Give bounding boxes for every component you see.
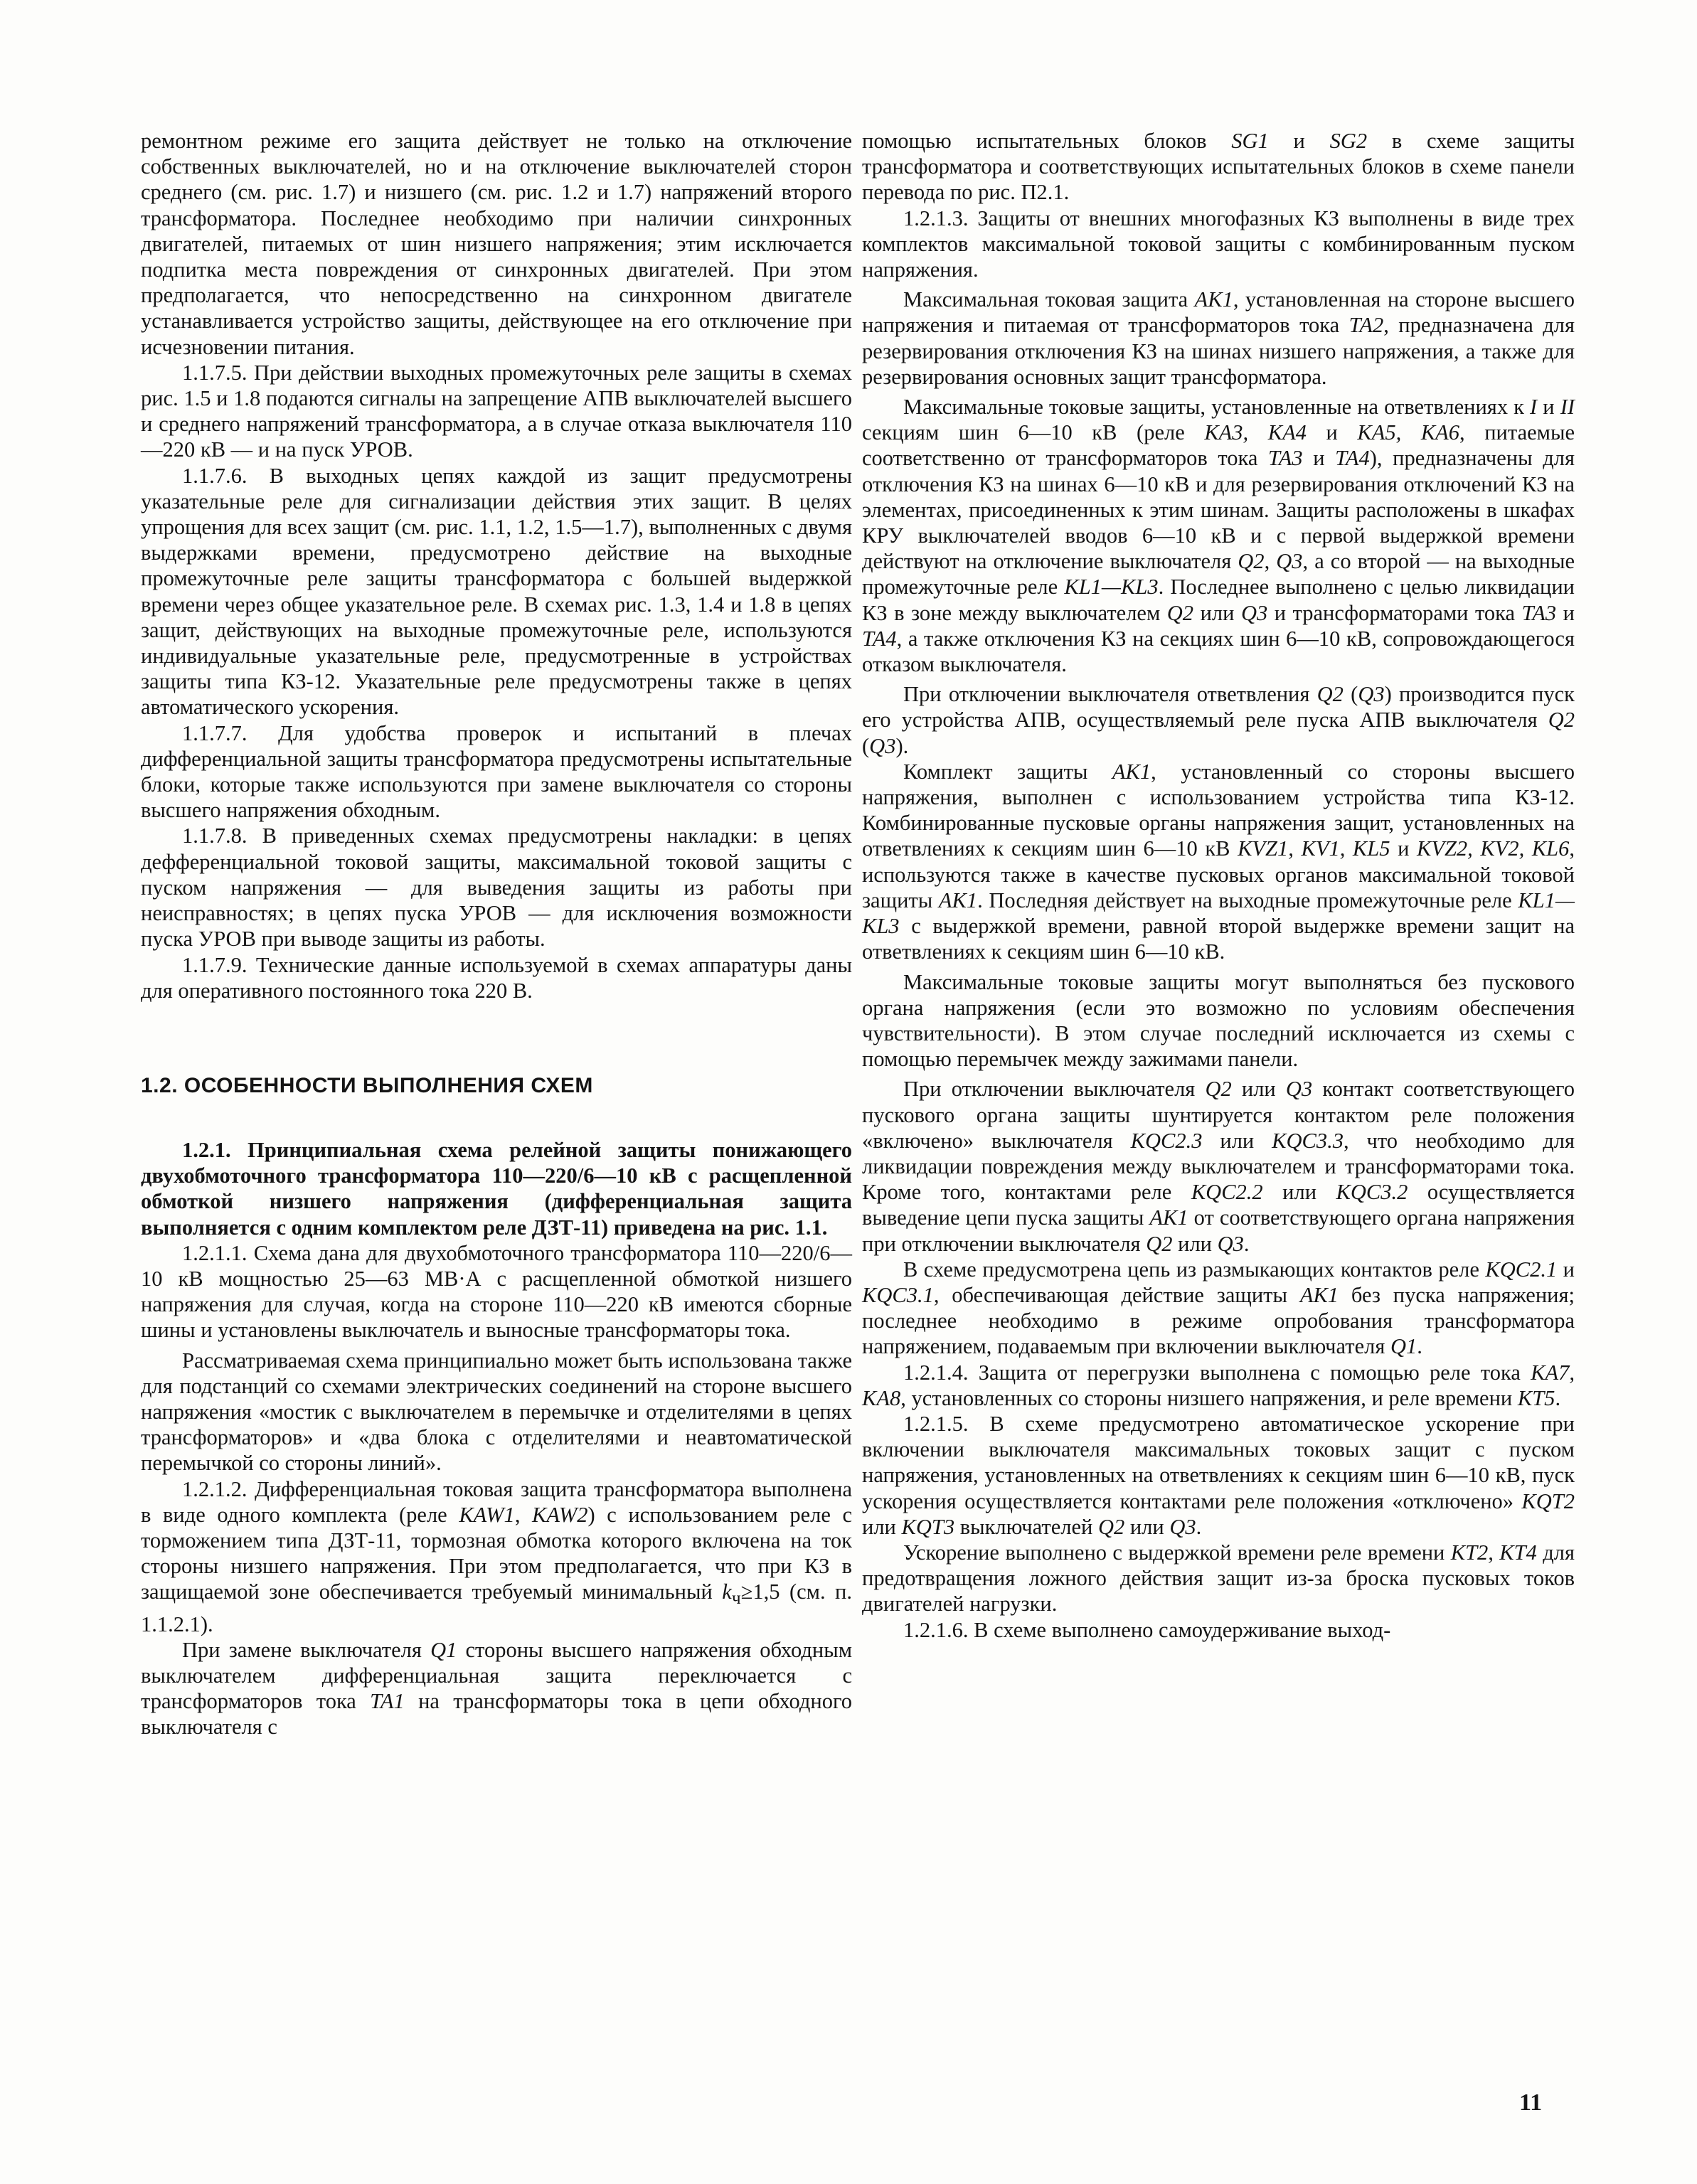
paragraph-apv: При отключении выключателя ответвления Q2 (Q3) производится пуск его устройства АПВ, осуществляемый реле пуска АПВ выключателя Q2 (Q3). <box>862 682 1575 758</box>
left-column <box>141 128 852 1740</box>
paragraph-kit-ak1: Комплект защиты AK1, установленный со стороны высшего напряжения, выполнен с использованием устройства типа КЗ-12. Комбинированные пусковые органы напряжения защит, установленных на ответвлениях к секциям шин 6—10 кВ KVZ1, KV1, KL5 и KVZ2, KV2, KL6, используются также в качестве пусковых органов максимальной токовой защиты AK1. Последняя действует на выходные промежуточные реле KL1—KL3 с выдержкой времени, равной второй выдержке времени защит на ответвлениях к секциям шин 6—10 кВ. <box>862 759 1575 964</box>
paragraph-1-2-1-2: 1.2.1.2. Дифференциальная токовая защита трансформатора выполнена в виде одного комплекта (реле KAW1, KAW2) с использованием реле с торможением типа ДЗТ-11, тормозная обмотка которого включена на ток стороны низшего напряжения. При этом предполагается, что при КЗ в защищаемой зоне обеспечивается требуемый минимальный $k_ч\ge 1,5$ (см. п. 1.1.2.1). <box>141 1476 853 1636</box>
paragraph-1-2-1-1: 1.2.1.1. Схема дана для двухобмоточного трансформатора 110—220/6—10 кВ мощностью 25—63 МВ·А с расщепленной обмоткой низшего напряжения для случая, когда на стороне 110—220 кВ имеются сборные шины и установлены выключатель и выносные трансформаторы тока. <box>141 1240 852 1343</box>
paragraph-no-start-organ: Максимальные токовые защиты могут выполняться без пускового органа напряжения (если это возможно по условиям обеспечения чувствительности). В этом случае последний исключается из схемы с помощью перемычек между зажимами панели. <box>862 969 1575 1072</box>
paragraph-1-2-1-6: 1.2.1.6. В схеме выполнено самоудерживание выход- <box>903 1617 1391 1642</box>
paragraph-consider: Рассматриваемая схема принципиально может быть использована также для подстанций со схемами электрических соединений на стороне высшего напряжения «мостик с выключателем в перемычке и отделителями в цепях трансформаторов» и «два блока с отделителями и неавтоматической перемычкой со стороны линий». <box>141 1348 852 1476</box>
paragraph-branch-protection: Максимальные токовые защиты, установленные на ответвлениях к I и II секциям шин 6—10 кВ (реле KA3, KA4 и KA5, KA6, питаемые соответственно от трансформаторов тока TA3 и TA4), предназначены для отключения КЗ на шинах 6—10 кВ и для резервирования отключений КЗ на элементах, присоединенных к этим шинам. Защиты расположены в шкафах КРУ выключателей вводов 6—10 кВ и с первой выдержкой времени действуют на отключение выключателя Q2, Q3, а со второй — на выходные промежуточные реле KL1—KL3. Последнее выполнено с целью ликвидации КЗ в зоне между выключателем Q2 или Q3 и трансформаторами тока TA3 и TA4, а также отключения КЗ на секциях шин 6—10 кВ, сопровождающегося отказом выключателя. <box>862 395 1575 677</box>
paragraph-break-contacts: В схеме предусмотрена цепь из размыкающих контактов реле KQC2.1 и KQC3.1, обеспечивающая действие защиты AK1 без пуска напряжения; последнее необходимо в режиме опробования трансформатора напряжением, подаваемым при включении выключателя Q1. <box>862 1257 1575 1359</box>
paragraph-1-1-7-7: 1.1.7.7. Для удобства проверок и испытаний в плечах дифференциальной защиты трансформатора предусмотрены испытательные блоки, которые также используются при замене выключателя со стороны высшего напряжения обходным. <box>141 720 852 823</box>
paragraph-1-2-1-5: 1.2.1.5. В схеме предусмотрено автоматическое ускорение при включении выключателя максимальных токовых защит с пуском напряжения, установленных на ответвлениях к секциям шин 6—10 кВ, пуск ускорения осуществляется контактами реле положения «отключено» KQT2 или KQT3 выключателей Q2 или Q3. <box>862 1411 1575 1539</box>
paragraph-replace: При замене выключателя Q1 стороны высшего напряжения обходным выключателем дифференциальная защита переключается с трансформаторов тока TA1 на трансформаторы тока в цепи обходного выключателя с <box>141 1637 853 1740</box>
paragraph-1-1-7-6: 1.1.7.6. В выходных цепях каждой из защит предусмотрены указательные реле для сигнализации действия этих защит. В целях упрощения для всех защит (см. рис. 1.1, 1.2, 1.5—1.7), выполненных с двумя выдержками времени, предусмотрено действие на выходные промежуточные реле защиты трансформатора с большей выдержкой времени через общее указательное реле. В схемах рис. 1.3, 1.4 и 1.8 в цепях защит, действующих на выходные промежуточные реле, используются индивидуальные указательные реле, предусмотренные в устройствах защиты типа КЗ-12. Указательные реле предусмотрены также в цепях автоматического ускорения. <box>141 463 852 720</box>
paragraph-1-2-1-4: 1.2.1.4. Защита от перегрузки выполнена с помощью реле тока KA7, KA8, установленных со стороны низшего напряжения, и реле времени KT5. <box>862 1360 1575 1410</box>
paragraph-1-2-1-3: 1.2.1.3. Защиты от внешних многофазных КЗ выполнены в виде трех комплектов максимальной токовой защиты с комбинированным пуском напряжения. <box>862 206 1575 282</box>
paragraph-1-2-1: 1.2.1. Принципиальная схема релейной защиты понижающего двухобмоточного трансформатора 110—220/6—10 кВ с расщепленной обмоткой низшего напряжения (дифференциальная защита выполняется с одним комплектом реле ДЗТ-11) приведена на рис. 1.1. <box>141 1137 852 1240</box>
paragraph-acceleration: Ускорение выполнено с выдержкой времени реле времени KT2, KT4 для предотвращения ложного действия защит из-за броска пусковых токов двигателей нагрузки. <box>862 1540 1575 1616</box>
paragraph-continuation: помощью испытательных блоков SG1 и SG2 в схеме защиты трансформатора и соответствующих испытательных блоков в схеме панели перевода по рис. П2.1. <box>862 129 1575 205</box>
paragraph-continuation: ремонтном режиме его защита действует не только на отключение собственных выключателей, но и на отключение выключателей сторон среднего (см. рис. 1.7) и низшего (см. рис. 1.2 и 1.7) напряжений второго трансформатора. Последнее необходимо при наличии синхронных двигателей, питаемых от шин низшего напряжения; этим исключается подпитка места повреждения от синхронных двигателей. При этом предполагается, что непосредственно на синхронном двигателе устанавливается устройство защиты, действующее на его отключение при исчезновении питания. <box>141 129 852 359</box>
paragraph-1-1-7-5: 1.1.7.5. При действии выходных промежуточных реле защиты в схемах рис. 1.5 и 1.8 подаются сигналы на запрещение АПВ выключателей высшего и среднего напряжений трансформатора, а в случае отказа выключателя 110—220 кВ — и на пуск УРОВ. <box>141 360 852 462</box>
paragraph-1-1-7-8: 1.1.7.8. В приведенных схемах предусмотрены накладки: в цепях дефференциальной токовой защиты, максимальной токовой защиты с пуском напряжения — для выведения защиты из работы при неисправностях; в цепях пуска УРОВ — для исключения возможности пуска УРОВ при выводе защиты из работы. <box>141 824 852 952</box>
section-heading: 1.2. ОСОБЕННОСТИ ВЫПОЛНЕНИЯ СХЕМ <box>141 1073 593 1097</box>
paragraph-bypass: При отключении выключателя Q2 или Q3 контакт соответствующего пускового органа защиты шунтируется контактом реле положения «включено» выключателя KQC2.3 или KQC3.3, что необходимо для ликвидации повреждения между выключателем и трансформаторами тока. Кроме того, контактами реле KQC2.2 или KQC3.2 осуществляется выведение цепи пуска защиты AK1 от соответствующего органа напряжения при отключении выключателя Q2 или Q3. <box>862 1077 1575 1256</box>
paragraph-1-1-7-9: 1.1.7.9. Технические данные используемой в схемах аппаратуры даны для оперативного постоянного тока 220 В. <box>141 952 852 1003</box>
paragraph-ak1: Максимальная токовая защита AK1, установленная на стороне высшего напряжения и питаемая от трансформаторов тока TA2, предназначена для резервирования отключения КЗ на шинах низшего напряжения, а также для резервирования основных защит трансформатора. <box>862 287 1575 389</box>
right-column <box>862 128 1575 1643</box>
page-number: 11 <box>1519 2089 1543 2116</box>
